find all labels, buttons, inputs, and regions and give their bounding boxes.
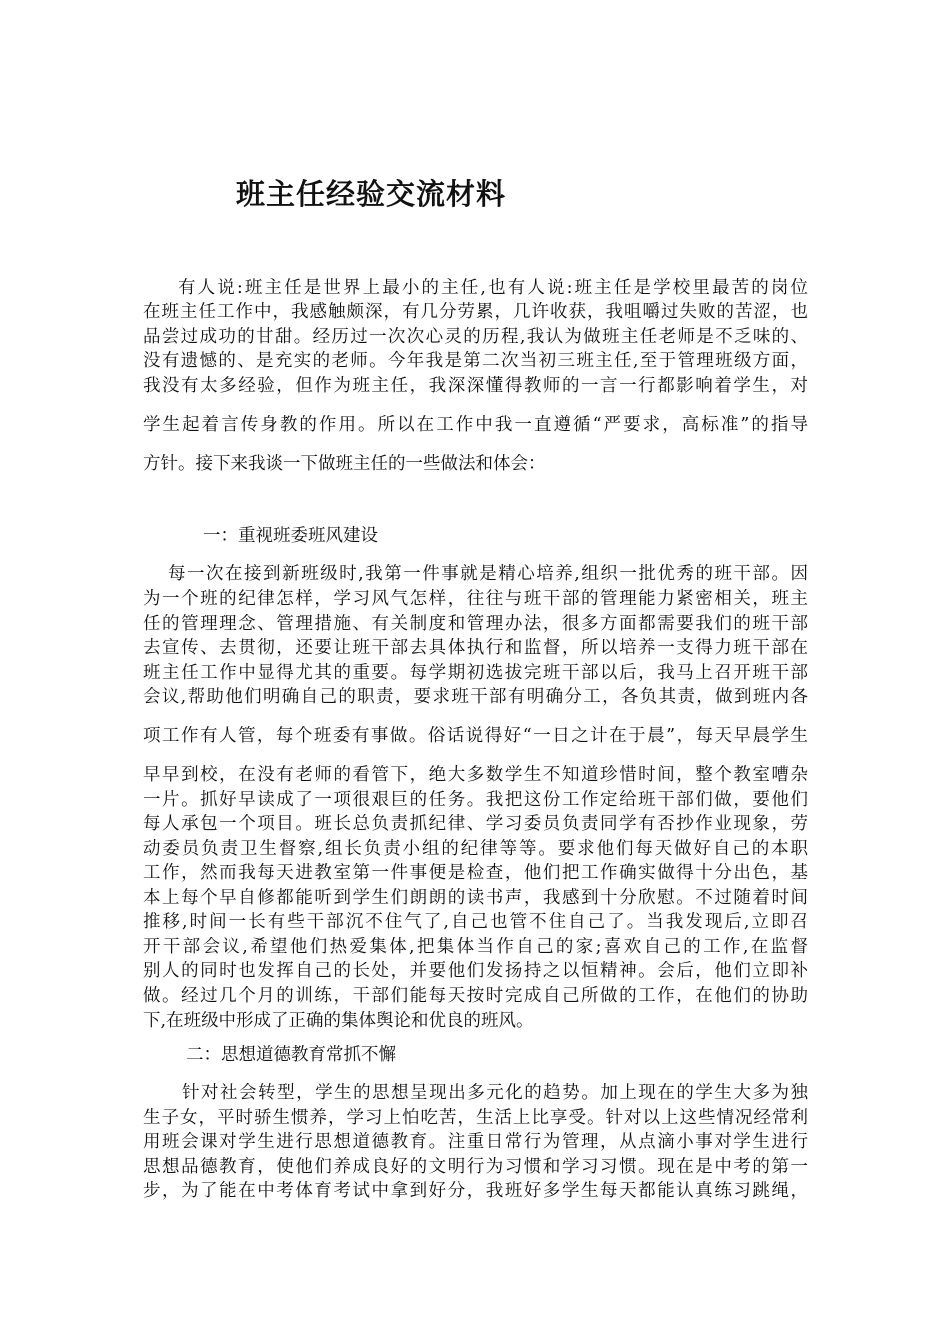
section-1-line: 一片。抓好早读成了一项很艰巨的任务。我把这份工作定给班干部们做，要他们: [143, 790, 808, 810]
section-1-line: 做。经过几个月的训练，干部们能每天按时完成自己所做的工作，在他们的协助: [143, 986, 808, 1006]
section-2-line: 生子女，平时骄生惯养，学习上怕吃苦，生活上比享受。针对以上这些情况经常利: [143, 1108, 808, 1128]
intro-line-7: 方针。接下来我谈一下做班主任的一些做法和体会：: [143, 454, 546, 474]
section-1-line: 下,在班级中形成了正确的集体舆论和优良的班风。: [143, 1011, 534, 1031]
section-1-line: 每一次在接到新班级时,我第一件事就是精心培养,组织一批优秀的班干部。因: [168, 564, 808, 584]
intro-line-3: 品尝过成功的甘甜。经历过一次次心灵的历程,我认为做班主任老师是不乏味的、: [143, 327, 808, 347]
section-1-line: 项工作有人管，每个班委有事做。俗话说得好“一日之计在于晨”，每天早晨学生: [143, 726, 808, 746]
intro-line-4: 没有遗憾的、是充实的老师。今年我是第二次当初三班主任,至于管理班级方面，: [143, 351, 808, 371]
section-1-line: 动委员负责卫生督察,组长负责小组的纪律等等。要求他们每天做好自己的本职: [143, 839, 808, 859]
section-1-line: 别人的同时也发挥自己的长处，并要他们发扬持之以恒精神。会后，他们立即补: [143, 961, 808, 981]
section-2-heading: 二：思想道德教育常抓不懈: [186, 1045, 396, 1065]
section-1-heading: 一：重视班委班风建设: [203, 526, 378, 546]
section-1-line: 为一个班的纪律怎样，学习风气怎样，往往与班干部的管理能力紧密相关，班主: [143, 589, 808, 609]
section-1-line: 本上每个早自修都能听到学生们朗朗的读书声，我感到十分欣慰。不过随着时间: [143, 888, 808, 908]
section-1-line: 开干部会议,希望他们热爱集体,把集体当作自己的家;喜欢自己的工作,在监督: [143, 937, 808, 957]
document-title: 班主任经验交流材料: [236, 177, 507, 211]
intro-line-1: 有人说:班主任是世界上最小的主任,也有人说:班主任是学校里最苦的岗位: [178, 278, 808, 298]
intro-line-6: 学生起着言传身教的作用。所以在工作中我一直遵循“严要求，高标准”的指导: [143, 415, 808, 435]
section-2-line: 思想品德教育，使他们养成良好的文明行为习惯和学习习惯。现在是中考的第一: [143, 1157, 808, 1177]
section-1-line: 会议,帮助他们明确自己的职责，要求班干部有明确分工，各负其责，做到班内各: [143, 687, 808, 707]
intro-line-2: 在班主任工作中，我感触颇深，有几分劳累，几许收获，我咀嚼过失败的苦涩，也: [143, 302, 808, 322]
section-2-line: 用班会课对学生进行思想道德教育。注重日常行为管理，从点滴小事对学生进行: [143, 1132, 808, 1152]
section-1-line: 任的管理理念、管理措施、有关制度和管理办法，很多方面都需要我们的班干部: [143, 614, 808, 634]
intro-line-5: 我没有太多经验，但作为班主任，我深深懂得教师的一言一行都影响着学生，对: [143, 376, 808, 396]
section-1-line: 早早到校，在没有老师的看管下，绝大多数学生不知道珍惜时间，整个教室嘈杂: [143, 765, 808, 785]
section-1-line: 去宣传、去贯彻，还要让班干部去具体执行和监督，所以培养一支得力班干部在: [143, 638, 808, 658]
section-1-line: 班主任工作中显得尤其的重要。每学期初选拔完班干部以后，我马上召开班干部: [143, 663, 808, 683]
section-1-line: 工作，然而我每天进教室第一件事便是检查，他们把工作确实做得十分出色，基: [143, 863, 808, 883]
section-2-line: 针对社会转型，学生的思想呈现出多元化的趋势。加上现在的学生大多为独: [182, 1083, 808, 1103]
section-1-line: 推移,时间一长有些干部沉不住气了,自己也管不住自己了。当我发现后,立即召: [143, 912, 808, 932]
section-2-line: 步，为了能在中考体育考试中拿到好分，我班好多学生每天都能认真练习跳绳，: [143, 1181, 808, 1201]
section-1-line: 每人承包一个项目。班长总负责抓纪律、学习委员负责同学有否抄作业现象，劳: [143, 814, 808, 834]
